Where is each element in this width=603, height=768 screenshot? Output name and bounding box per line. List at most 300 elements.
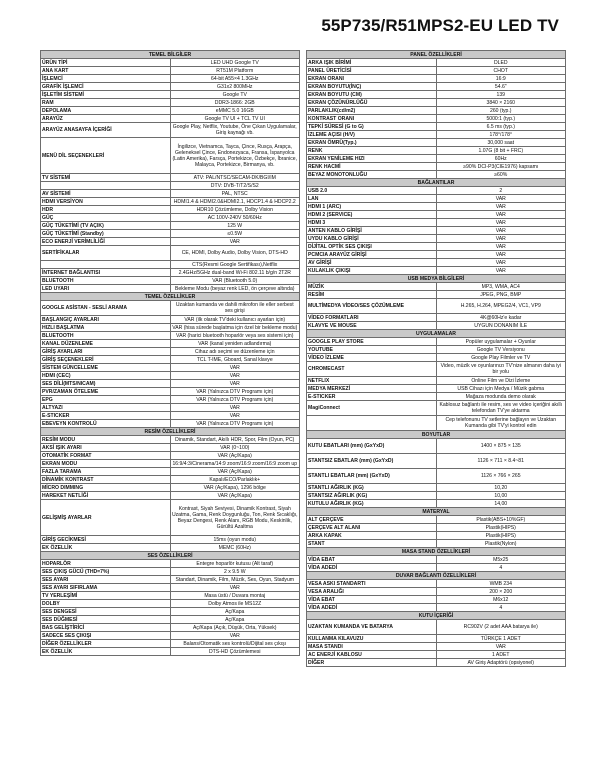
spec-value: 139 <box>436 91 566 99</box>
section-header <box>41 293 300 301</box>
spec-value: 30,000 saat <box>436 139 566 147</box>
spec-value: JPEG, PNG, BMP <box>436 291 566 299</box>
spec-row <box>307 243 566 251</box>
section-title: TEMEL BİLGİLER <box>41 51 300 59</box>
spec-value: Google TV Versiyonu <box>436 346 566 354</box>
spec-row <box>41 356 300 364</box>
spec-value: 2.4GHz/5GHz dual-band Wi-Fi 802.11 b/g/n 2T2R <box>170 269 300 277</box>
spec-label-stantli-agirlik-kg: STANTLI AĞIRLIK (KG) <box>307 484 437 492</box>
spec-value: Google Play Filmler ve TV <box>436 354 566 362</box>
spec-row <box>41 380 300 388</box>
spec-label-dijital-optik-ses-cikisi: DİJİTAL OPTİK SES ÇIKIŞI <box>307 243 437 251</box>
spec-value: VAR (Yalnızca DTV Programı için) <box>170 388 300 396</box>
spec-label-bluetooth: BLUETOOTH <box>41 277 171 285</box>
spec-label-vida-adedi: VİDA ADEDİ <box>307 564 437 572</box>
spec-label-stantsiz-agirlik-kg: STANTSIZ AĞIRLIK (KG) <box>307 492 437 500</box>
spec-row <box>41 404 300 412</box>
spec-row <box>307 211 566 219</box>
spec-label-giris-gecikmesi: GİRİŞ GECİKMESİ <box>41 536 171 544</box>
spec-label-led-uyari: LED UYARI <box>41 285 171 293</box>
spec-label-vida-adedi: VİDA ADEDİ <box>307 604 437 612</box>
spec-row <box>307 75 566 83</box>
spec-label-hdmi-2-service: HDMI 2 (SERVICE) <box>307 211 437 219</box>
spec-value: 16:9 <box>436 75 566 83</box>
spec-value: 64-bit A55×4 1.3GHz <box>170 75 300 83</box>
spec-value: VAR (harici bluetooth hoparlör veya ses sistemi için) <box>170 332 300 340</box>
spec-label-vesa-araligi: VESA ARALIĞI <box>307 588 437 596</box>
spec-value: VAR (Bluetooth 5.0) <box>170 277 300 285</box>
spec-value: VAR <box>170 238 300 246</box>
spec-row <box>307 314 566 322</box>
spec-label-baslangic-ayarlari: BAŞLANGIÇ AYARLARI <box>41 316 171 324</box>
spec-row <box>307 139 566 147</box>
spec-value: VAR <box>170 372 300 380</box>
spec-label-netflix: NETFLIX <box>307 377 437 385</box>
spec-label-uzaktan-kumanda-ve-batarya: UZAKTAN KUMANDA VE BATARYA <box>307 620 437 635</box>
spec-row <box>307 147 566 155</box>
spec-value: 125 W <box>170 222 300 230</box>
spec-label-pvr-zaman-oteleme: PVR/ZAMAN ÖTELEME <box>41 388 171 396</box>
spec-value: VAR <box>170 412 300 420</box>
spec-label-aksi-isik-ayari: AKSİ IŞIK AYARI <box>41 444 171 452</box>
spec-row <box>41 67 300 75</box>
spec-label-ekran-boyutu-cm: EKRAN BOYUTU (CM) <box>307 91 437 99</box>
spec-label-kutu-ebatlari-mm-gxyxd: KUTU EBATLARI (mm) (GxYxD) <box>307 439 437 454</box>
spec-value: HDMI1.4 & HDMI2.0&HDMI2.1, HDCP1.4 & HDCP2.2 <box>170 198 300 206</box>
spec-row <box>41 332 300 340</box>
spec-label-e-sticker: E-STICKER <box>307 393 437 401</box>
spec-value: İngilizce, Vietnamca, Tayca, Çince, Rusça, Arapça, Geleneksel Çince, Endonezyaca, Fransa, İspanyolca (Latin Amerika), Farsça, Portekizce, Özbekçe, İbranice, Malayca, Portekizce, Birmanya, vb. <box>170 138 300 174</box>
section-title: DUVAR BAĞLANTI ÖZELLİKLERİ <box>307 572 566 580</box>
spec-label-izleme-acisi-h-v: İZLEME AÇISI (H/V) <box>307 131 437 139</box>
spec-value: Google TV UI + TCL TV UI <box>170 115 300 123</box>
spec-row <box>41 83 300 91</box>
spec-label-ses-dili-mts-nicam: SES DİLİ(MTS/NICAM) <box>41 380 171 388</box>
spec-label-youtube: YOUTUBE <box>307 346 437 354</box>
spec-label-bluetooth: BLUETOOTH <box>41 332 171 340</box>
spec-value: Plastik(ABS+10%GF) <box>436 516 566 524</box>
spec-label-ses-ayari: SES AYARI <box>41 576 171 584</box>
spec-row <box>307 500 566 508</box>
spec-value: Google Play, Netflix, Youtube, Öne Çıkan Uygulamalar, Giriş kaynağı vb. <box>170 123 300 138</box>
spec-row <box>307 516 566 524</box>
spec-value: VAR (Aç/Kapa) <box>170 452 300 460</box>
spec-row <box>41 560 300 568</box>
spec-row <box>307 83 566 91</box>
spec-value: LED UHD Google TV <box>170 59 300 67</box>
section-title: RESİM ÖZELLİKLERİ <box>41 428 300 436</box>
spec-label-ekran-cozunurlugu: EKRAN ÇÖZÜNÜRLÜĞÜ <box>307 99 437 107</box>
spec-label-usb-2-0: USB 2.0 <box>307 187 437 195</box>
spec-value: 2 <box>436 187 566 195</box>
spec-row <box>41 444 300 452</box>
spec-row <box>307 346 566 354</box>
section-title: UYGULAMALAR <box>307 330 566 338</box>
spec-row <box>41 214 300 222</box>
spec-value: VAR <box>436 235 566 243</box>
spec-row <box>307 484 566 492</box>
spec-label-vida-ebat: VİDA EBAT <box>307 596 437 604</box>
spec-label-giris-ayarlari: GİRİŞ AYARLARI <box>41 348 171 356</box>
spec-label-row <box>41 182 171 190</box>
spec-row <box>41 115 300 123</box>
spec-row <box>307 227 566 235</box>
spec-label-ram: RAM <box>41 99 171 107</box>
left-spec-table <box>40 50 300 656</box>
spec-label-bas-gelistirici: BAS GELİŞTİRİCİ <box>41 624 171 632</box>
spec-row <box>307 203 566 211</box>
spec-row <box>41 484 300 492</box>
spec-value: WMB 234 <box>436 580 566 588</box>
spec-value: Aç/Kapa (Açık, Düşük, Orta, Yüksek) <box>170 624 300 632</box>
spec-label-stant: STANT <box>307 540 437 548</box>
spec-value: Dolby Atmos ile MS12Z <box>170 600 300 608</box>
spec-value: Plastik(HIPS) <box>436 532 566 540</box>
spec-value: Standart, Dinamik, Film, Müzik, Ses, Oyun, Stadyum <box>170 576 300 584</box>
spec-value: CTS(Resmi Google Sertifikası),Netflix <box>170 261 300 269</box>
spec-value: 1126 × 766 × 265 <box>436 469 566 484</box>
spec-row <box>41 364 300 372</box>
spec-label-ses-ayari-sifirlama: SES AYARI SIFIRLAMA <box>41 584 171 592</box>
spec-value: 15ms (oyun modu) <box>170 536 300 544</box>
spec-value: ATV: PAL/NTSC/SECAM-DK/BGI/IM <box>170 174 300 182</box>
spec-label-medya-merkezi: MEDYA MERKEZİ <box>307 385 437 393</box>
spec-label-cerceve-alt-alani: ÇERÇEVE ALT ALANI <box>307 524 437 532</box>
spec-value: 60Hz <box>436 155 566 163</box>
spec-row <box>41 261 300 269</box>
spec-row <box>307 439 566 454</box>
spec-row <box>41 316 300 324</box>
spec-row <box>41 500 300 536</box>
spec-value: DTV: DVB-T/T2/S/S2 <box>170 182 300 190</box>
spec-row <box>307 338 566 346</box>
spec-row <box>307 416 566 431</box>
spec-label-ana-kart: ANA KART <box>41 67 171 75</box>
spec-value: Online Film ve Dizi İzleme <box>436 377 566 385</box>
spec-row <box>307 524 566 532</box>
spec-value: AV Giriş Adaptörü (opsiyonel) <box>436 659 566 667</box>
section-title: SES ÖZELLİKLERİ <box>41 552 300 560</box>
spec-value: VAR (Aç/Kapa) <box>170 468 300 476</box>
section-title: BOYUTLAR <box>307 431 566 439</box>
spec-label-lan: LAN <box>307 195 437 203</box>
section-title: MASA STAND ÖZELLİKLERİ <box>307 548 566 556</box>
spec-row <box>307 564 566 572</box>
spec-label-guc-tuketimi-standby: GÜÇ TÜKETİMİ (Standby) <box>41 230 171 238</box>
spec-value: 4 <box>436 564 566 572</box>
spec-label-av-girisi: AV GİRİŞİ <box>307 259 437 267</box>
spec-label-hdmi-cec: HDMI (CEC) <box>41 372 171 380</box>
spec-label-ekran-boyutu-inc: EKRAN BOYUTU(İNÇ) <box>307 83 437 91</box>
spec-label-magiconnect: MagiConnect <box>307 401 437 416</box>
spec-label-renk: RENK <box>307 147 437 155</box>
spec-label-dinamik-kontrast: DİNAMİK KONTRAST <box>41 476 171 484</box>
section-header <box>41 552 300 560</box>
spec-value: 2 x 9.5 W <box>170 568 300 576</box>
spec-label-hdmi-1-arc: HDMI 1 (ARC) <box>307 203 437 211</box>
spec-label-stantsiz-ebatlar-mm-gxyxd: STANTSIZ EBATLAR (mm) (GxYxD) <box>307 454 437 469</box>
spec-value: Masa üstü / Duvara montaj <box>170 592 300 600</box>
spec-value: VAR <box>436 195 566 203</box>
spec-value: Cep telefonunu TV setlerine bağlayın ve Uzaktan Kumanda gibi TV'yi kontrol edin <box>436 416 566 431</box>
spec-row <box>307 99 566 107</box>
spec-value: Video, müzik ve oyunlarınızı TV'nize almanın daha iyi bir yolu <box>436 362 566 377</box>
spec-label-ebeveyn-kontrolu: EBEVEYN KONTROLÜ <box>41 420 171 428</box>
spec-row <box>41 468 300 476</box>
spec-row <box>41 59 300 67</box>
section-header <box>307 431 566 439</box>
spec-row <box>307 393 566 401</box>
spec-value: ≥60% <box>436 171 566 179</box>
spec-label-isletim-sistemi: İŞLETİM SİSTEMİ <box>41 91 171 99</box>
spec-row <box>307 377 566 385</box>
spec-row <box>41 230 300 238</box>
spec-row <box>307 235 566 243</box>
section-header <box>307 179 566 187</box>
spec-value: TÜRKÇE 1 ADET <box>436 635 566 643</box>
spec-label-ek-ozellik: EK ÖZELLİK <box>41 648 171 656</box>
spec-label-diger-ozellikler: DİĞER ÖZELLİKLER <box>41 640 171 648</box>
spec-label-pcmcia-arayuz-girisi: PCMCIA ARAYÜZ GİRİŞİ <box>307 251 437 259</box>
spec-label-ekran-modu: EKRAN MODU <box>41 460 171 468</box>
section-title: MATERYAL <box>307 508 566 516</box>
spec-label-kulaklik-cikisi: KULAKLIK ÇIKIŞI <box>307 267 437 275</box>
spec-row <box>307 171 566 179</box>
spec-row <box>41 269 300 277</box>
spec-value: CE, HDMI, Dolby Audio, Dolby Vision, DTS-HD <box>170 246 300 261</box>
spec-row <box>41 544 300 552</box>
spec-label-giris-secenekleri: GİRİŞ SEÇENEKLERİ <box>41 356 171 364</box>
spec-value: Dinamik, Standart, Akıllı HDR, Spor, Film (Oyun, PC) <box>170 436 300 444</box>
spec-value: VAR <box>170 584 300 592</box>
spec-value: ≤0.5W <box>170 230 300 238</box>
spec-row <box>41 420 300 428</box>
spec-row <box>41 198 300 206</box>
spec-label-stantli-ebatlar-mm-gxyxd: STANTLI EBATLAR (mm) (GxYxD) <box>307 469 437 484</box>
spec-label-arka-kapak: ARKA KAPAK <box>307 532 437 540</box>
spec-value: Aç/Kapa <box>170 608 300 616</box>
spec-label-resim-modu: RESİM MODU <box>41 436 171 444</box>
spec-label-sertifikalar: SERTİFİKALAR <box>41 246 171 261</box>
spec-label-hdmi-3: HDMI 3 <box>307 219 437 227</box>
spec-value: MEMC (60Hz) <box>170 544 300 552</box>
spec-value: UYGUN DONANIM İLE <box>436 322 566 330</box>
spec-value: VAR <box>436 243 566 251</box>
spec-label-multimedya-video-ses-cozumleme: MULTİMEDYA VİDEO/SES ÇÖZÜMLEME <box>307 299 437 314</box>
spec-row <box>307 620 566 635</box>
spec-label-anten-kablo-girisi: ANTEN KABLO GİRİŞİ <box>307 227 437 235</box>
spec-value: RT51M Platform <box>170 67 300 75</box>
spec-row <box>41 324 300 332</box>
spec-label-diger: DİĞER <box>307 659 437 667</box>
spec-label-tv-sistemi: TV SİSTEMİ <box>41 174 171 182</box>
spec-label-resim: RESİM <box>307 291 437 299</box>
section-title: BAĞLANTILAR <box>307 179 566 187</box>
spec-row <box>41 222 300 230</box>
spec-row <box>41 123 300 138</box>
spec-label-vesa-aski-standarti: VESA ASKI STANDARTI <box>307 580 437 588</box>
spec-value: CHOT <box>436 67 566 75</box>
spec-label-parlaklik-cd-m2: PARLAKLIK(cd/m2) <box>307 107 437 115</box>
spec-label-otomatik-format: OTOMATİK FORMAT <box>41 452 171 460</box>
spec-label-kanal-duzenleme: KANAL DÜZENLEME <box>41 340 171 348</box>
section-header <box>307 51 566 59</box>
spec-label-depolama: DEPOLAMA <box>41 107 171 115</box>
spec-label-muzik: MÜZİK <box>307 283 437 291</box>
spec-value: ≥90% DCI-P3(CIE1976) kapsamı <box>436 163 566 171</box>
spec-row <box>307 604 566 612</box>
spec-row <box>41 388 300 396</box>
spec-value: RC902V (2 adet AAA batarya ile) <box>436 620 566 635</box>
spec-value: 1.07G (8 bit + FRC) <box>436 147 566 155</box>
spec-row <box>41 648 300 656</box>
spec-label-ses-dugmesi: SES DÜĞMESİ <box>41 616 171 624</box>
spec-value: Kontrast, Siyah Seviyesi, Dinamik Kontrast, Siyah Uzatma, Gama, Renk Doygunluğu, Ton, Renk Sıcaklığı, Beyaz Dengesi, Renk Alanı, RGB Modu, Keskinlik, Gürültü Azaltma <box>170 500 300 536</box>
spec-row <box>307 259 566 267</box>
section-header <box>41 428 300 436</box>
right-spec-table <box>306 50 566 667</box>
spec-row <box>307 131 566 139</box>
spec-value: 10,20 <box>436 484 566 492</box>
spec-label-tepki-suresi-g-to-g: TEPKİ SÜRESİ (G to G) <box>307 123 437 131</box>
spec-value: 1400 × 875 × 135 <box>436 439 566 454</box>
spec-row <box>41 372 300 380</box>
spec-value: 10,00 <box>436 492 566 500</box>
spec-value: 16:9/4:3/Cinerama/14:9 zoom/16:9 zoom/16:9 zoom up <box>170 460 300 468</box>
section-header <box>41 51 300 59</box>
spec-label-eco-enerji-verimliligi: ECO ENERJİ VERİMLİLİĞİ <box>41 238 171 246</box>
spec-row <box>307 115 566 123</box>
spec-value: 5000:1 (typ.) <box>436 115 566 123</box>
spec-label-menu-dil-secenekleri: MENÜ DİL SEÇENEKLERİ <box>41 138 171 174</box>
spec-row <box>41 632 300 640</box>
spec-row <box>307 635 566 643</box>
spec-label-ses-cikis-gucu-thd-7: SES ÇIKIŞ GÜCÜ (THD=7%) <box>41 568 171 576</box>
spec-label-uydu-kablo-girisi: UYDU KABLO GİRİŞİ <box>307 235 437 243</box>
spec-label-av-sistemi: AV SİSTEMİ <box>41 190 171 198</box>
spec-value: 14,00 <box>436 500 566 508</box>
spec-value: VAR (Aç/Kapa) <box>170 492 300 500</box>
spec-row <box>41 396 300 404</box>
spec-value: VAR (Yalnızca DTV Programı için) <box>170 396 300 404</box>
spec-row <box>41 452 300 460</box>
spec-label-arka-isik-birimi: ARKA IŞIK BİRİMİ <box>307 59 437 67</box>
spec-value: M5x25 <box>436 556 566 564</box>
spec-label-gelismis-ayarlar: GELİŞMİŞ AYARLAR <box>41 500 171 536</box>
spec-row <box>307 291 566 299</box>
spec-value: Balans/Otomatik ses kontrolü/Dijital ses çıkışı <box>170 640 300 648</box>
spec-value: VAR <box>436 211 566 219</box>
spec-value: 1 ADET <box>436 651 566 659</box>
spec-row <box>307 492 566 500</box>
spec-row <box>307 299 566 314</box>
spec-label-micro-dimming: MİCRO DIMMING <box>41 484 171 492</box>
spec-label-hareket-netligi: HAREKET NETLİĞİ <box>41 492 171 500</box>
spec-label-masa-standi: MASA STANDI <box>307 643 437 651</box>
spec-row <box>307 267 566 275</box>
spec-label-guc: GÜÇ <box>41 214 171 222</box>
spec-row <box>41 182 300 190</box>
spec-row <box>41 592 300 600</box>
spec-label-kullanma-kilavuzu: KULLANMA KILAVUZU <box>307 635 437 643</box>
spec-label-ek-ozellik: EK ÖZELLİK <box>41 544 171 552</box>
spec-value: G31x2 800MHz <box>170 83 300 91</box>
spec-label-tv-yerlesimi: TV YERLEŞİMİ <box>41 592 171 600</box>
spec-row <box>41 576 300 584</box>
spec-value: 1126 × 711 × 8.4~81 <box>436 454 566 469</box>
spec-value: Aç/Kapa <box>170 616 300 624</box>
spec-value: Google TV <box>170 91 300 99</box>
spec-row <box>307 283 566 291</box>
spec-label-hoparlor: HOPARLÖR <box>41 560 171 568</box>
spec-row <box>307 67 566 75</box>
spec-label-hizli-baslatma: HIZLI BAŞLATMA <box>41 324 171 332</box>
spec-label-sadece-ses-cikisi: SADECE SES ÇIKIŞI <box>41 632 171 640</box>
spec-label-ses-dengesi: SES DENGESİ <box>41 608 171 616</box>
spec-row <box>41 285 300 293</box>
spec-row <box>41 348 300 356</box>
spec-label-arayuz-anasayfa-icerigi: ARAYÜZ ANASAYFA İÇERİĞİ <box>41 123 171 138</box>
spec-label-internet-baglantisi: İNTERNET BAĞLANTISI <box>41 269 171 277</box>
spec-value: M6x12 <box>436 596 566 604</box>
spec-row <box>41 568 300 576</box>
spec-row <box>41 476 300 484</box>
spec-label-renk-hacmi: RENK HACMİ <box>307 163 437 171</box>
spec-label-ekran-omru-typ: EKRAN ÖMRÜ(Typ.) <box>307 139 437 147</box>
spec-row <box>307 123 566 131</box>
spec-value: 178°/178° <box>436 131 566 139</box>
spec-label-altyazi: ALTYAZI <box>41 404 171 412</box>
spec-row <box>41 206 300 214</box>
spec-label-ekran-yenileme-hizi: EKRAN YENİLEME HIZI <box>307 155 437 163</box>
spec-value: AC 100V-240V 50/60Hz <box>170 214 300 222</box>
spec-label-hdr: HDR <box>41 206 171 214</box>
spec-row <box>307 362 566 377</box>
spec-label-ac-enerji-kablosu: AC ENERJİ KABLOSU <box>307 651 437 659</box>
spec-value: VAR (Yalnızca DTV Programı için) <box>170 420 300 428</box>
spec-label-google-play-store: GOOGLE PLAY STORE <box>307 338 437 346</box>
spec-row <box>41 107 300 115</box>
spec-label-arayuz: ARAYÜZ <box>41 115 171 123</box>
spec-row <box>307 219 566 227</box>
spec-label-chromecast: CHROMECAST <box>307 362 437 377</box>
spec-value: 4K@60Hz'e kadar <box>436 314 566 322</box>
spec-value: 3840 × 2160 <box>436 99 566 107</box>
spec-label-guc-tuketimi-tv-acik: GÜÇ TÜKETİMİ (TV AÇIK) <box>41 222 171 230</box>
spec-row <box>41 608 300 616</box>
section-title: USB MEDYA BİLGİLERİ <box>307 275 566 283</box>
spec-row <box>307 59 566 67</box>
spec-label-sistem-guncelleme: SİSTEM GÜNCELLEME <box>41 364 171 372</box>
spec-row <box>307 322 566 330</box>
section-header <box>307 572 566 580</box>
spec-row <box>41 492 300 500</box>
spec-row <box>307 596 566 604</box>
spec-row <box>307 454 566 469</box>
spec-row <box>307 556 566 564</box>
spec-label-video-formatlari: VİDEO FORMATLARI <box>307 314 437 322</box>
spec-row <box>41 138 300 174</box>
section-title: TEMEL ÖZELLİKLER <box>41 293 300 301</box>
spec-value: 6.5 ms (typ.) <box>436 123 566 131</box>
spec-value: VAR <box>436 251 566 259</box>
spec-label-ekran-orani: EKRAN ORANI <box>307 75 437 83</box>
spec-row <box>41 600 300 608</box>
spec-row <box>41 174 300 182</box>
spec-row <box>307 187 566 195</box>
spec-label-row <box>41 261 171 269</box>
spec-row <box>41 460 300 468</box>
